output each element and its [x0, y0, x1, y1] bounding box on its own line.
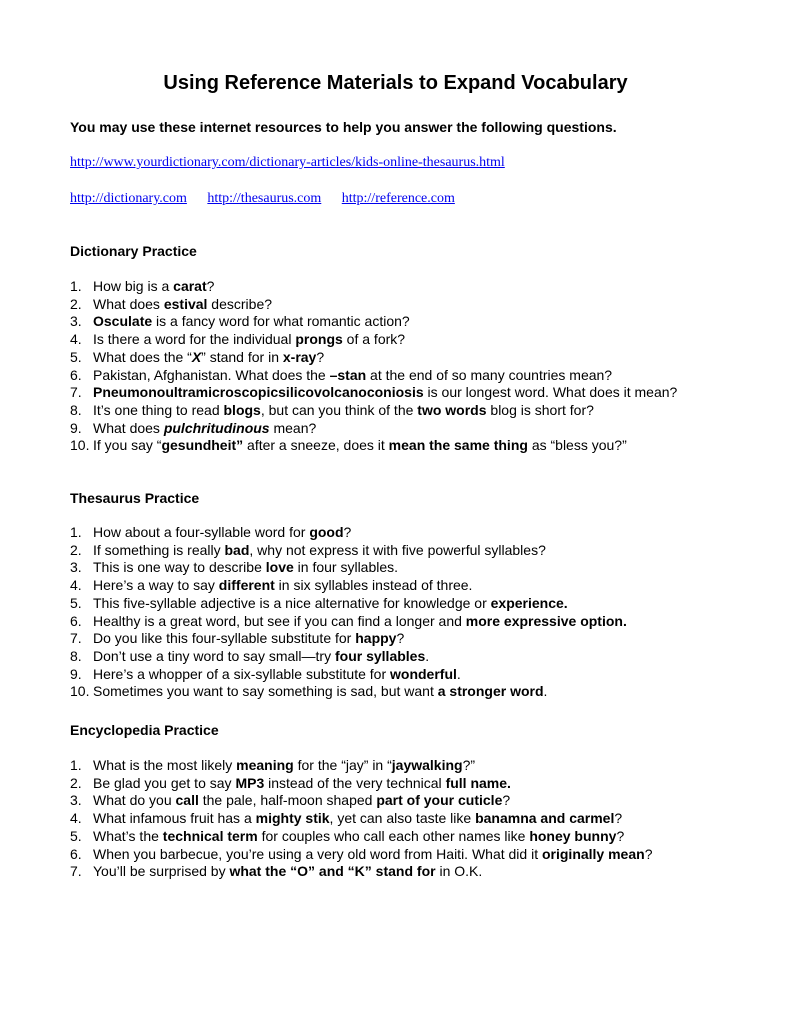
question-keyword: full name.: [445, 774, 511, 791]
question-keyword: two words: [417, 401, 487, 418]
question-keyword: MP3: [235, 774, 265, 791]
question-text: [93, 630, 730, 648]
question-text-run: instead of the very technical: [264, 774, 446, 791]
question-number: 1.: [70, 524, 82, 540]
question-text: [93, 278, 730, 296]
question-item: [70, 577, 730, 595]
question-item: [70, 828, 730, 846]
question-keyword: x-ray: [282, 348, 317, 365]
question-text-run: describe?: [207, 295, 273, 312]
question-keyword: meaning: [236, 757, 294, 773]
question-text-run: It’s one thing to read: [93, 401, 224, 418]
question-keyword: –stan: [329, 366, 367, 383]
question-item: [70, 559, 730, 577]
question-text-run: , why not express it with five powerful syllables?: [249, 541, 546, 558]
question-text: [93, 863, 730, 881]
question-text: [93, 775, 730, 793]
question-text: [93, 331, 730, 349]
question-number: 4.: [70, 810, 82, 827]
question-item: [70, 810, 730, 828]
question-text-run: What’s the: [93, 827, 163, 844]
question-text-run: ?: [502, 792, 511, 809]
question-item: [70, 349, 730, 367]
thesaurus-section-title: Thesaurus Practice: [70, 490, 200, 506]
question-text-run: How about a four-syllable word for: [93, 524, 310, 540]
question-item: [70, 402, 730, 420]
question-text: [93, 846, 730, 864]
question-text-run: What does the “: [93, 348, 192, 365]
question-text-run: What does: [93, 295, 164, 312]
question-text: [93, 559, 730, 577]
question-text-run: Don’t use a tiny word to say small—try: [93, 647, 335, 664]
thesaurus-article-link[interactable]: http://www.yourdictionary.com/dictionary-articles/kids-online-thesaurus.html: [70, 155, 505, 170]
question-text-run: How big is a: [93, 278, 174, 294]
question-number: 2.: [70, 541, 82, 558]
question-number: 9.: [70, 665, 82, 682]
question-text: [93, 613, 730, 631]
question-number: 7.: [70, 863, 82, 880]
question-number: 6.: [70, 845, 82, 862]
question-text: [93, 828, 730, 846]
question-text: [93, 367, 730, 385]
question-text: [93, 420, 730, 438]
resource-links-row-2: [70, 189, 471, 208]
question-item: [70, 542, 730, 560]
question-text: [93, 595, 730, 613]
question-item: [70, 437, 730, 455]
question-number: 5.: [70, 594, 82, 611]
reference-link[interactable]: http://reference.com: [341, 191, 455, 206]
question-text-run: of a fork?: [342, 331, 406, 348]
question-keyword: good: [309, 524, 344, 540]
question-text: [93, 542, 730, 560]
question-text: [93, 810, 730, 828]
question-keyword: wonderful: [390, 665, 457, 682]
question-keyword: experience.: [490, 594, 568, 611]
question-keyword: more expressive option.: [465, 612, 627, 629]
encyclopedia-section-title: Encyclopedia Practice: [70, 722, 219, 738]
question-keyword: mighty stik: [255, 810, 330, 827]
thesaurus-question-list: [70, 524, 730, 701]
question-text-run: is our longest word. What does it mean?: [423, 384, 678, 401]
question-text-run: You’ll be surprised by: [93, 863, 230, 880]
question-number: 1.: [70, 278, 82, 294]
question-text-run: This five-syllable adjective is a nice alternative for knowledge or: [93, 594, 491, 611]
question-keyword: honey bunny: [529, 827, 617, 844]
question-text: [93, 313, 730, 331]
question-keyword: pulchritudinous: [163, 419, 270, 436]
thesaurus-link[interactable]: http://thesaurus.com: [207, 191, 322, 206]
question-text: [93, 577, 730, 595]
question-text-run: If you say “: [93, 437, 162, 454]
question-text-run: ?: [616, 827, 625, 844]
question-number: 6.: [70, 612, 82, 629]
question-text-run: Sometimes you want to say something is sad, but want: [93, 683, 438, 700]
question-text-run: ?: [343, 524, 352, 540]
question-item: [70, 683, 730, 701]
question-text-run: .: [543, 683, 548, 700]
question-keyword: jaywalking: [391, 757, 463, 773]
question-text-run: ?: [644, 845, 653, 862]
question-text-run: in six syllables instead of three.: [274, 577, 473, 594]
dictionary-section-title: Dictionary Practice: [70, 243, 197, 259]
question-keyword: originally mean: [541, 845, 645, 862]
question-text: [93, 792, 730, 810]
question-item: [70, 775, 730, 793]
question-item: [70, 648, 730, 666]
intro-text: You may use these internet resources to help you answer the following questions.: [70, 119, 617, 135]
question-item: [70, 420, 730, 438]
question-text-run: for the “jay” in “: [293, 757, 392, 773]
question-text-run: Here’s a way to say: [93, 577, 219, 594]
question-keyword: four syllables: [334, 647, 426, 664]
question-number: 10.: [70, 683, 90, 700]
question-number: 6.: [70, 366, 82, 383]
question-number: 4.: [70, 331, 82, 348]
question-text-run: mean?: [269, 419, 317, 436]
question-text-run: .: [456, 665, 461, 682]
question-text: [93, 402, 730, 420]
resource-links-row-1: [70, 153, 505, 172]
question-text: [93, 437, 730, 455]
question-text-run: the pale, half-moon shaped: [198, 792, 377, 809]
question-keyword: call: [175, 792, 199, 809]
encyclopedia-question-list: [70, 757, 730, 881]
question-text: [93, 757, 730, 775]
question-text-run: Do you like this four-syllable substitute for: [93, 630, 356, 647]
question-keyword: X: [191, 348, 202, 365]
question-keyword: part of your cuticle: [376, 792, 503, 809]
question-text: [93, 349, 730, 367]
question-text-run: Be glad you get to say: [93, 774, 236, 791]
question-number: 8.: [70, 401, 82, 418]
question-text-run: Pakistan, Afghanistan. What does the: [93, 366, 330, 383]
question-number: 2.: [70, 774, 82, 791]
question-number: 9.: [70, 419, 82, 436]
dictionary-question-list: [70, 278, 730, 455]
question-text: [93, 683, 730, 701]
question-text-run: , yet can also taste like: [329, 810, 476, 827]
question-item: [70, 384, 730, 402]
question-text-run: in four syllables.: [293, 559, 399, 576]
question-keyword: gesundheit”: [161, 437, 244, 454]
question-text-run: What infamous fruit has a: [93, 810, 256, 827]
question-item: [70, 846, 730, 864]
question-number: 10.: [70, 437, 90, 454]
question-text-run: When you barbecue, you’re using a very old word from Haiti. What did it: [93, 845, 542, 862]
question-keyword: technical term: [162, 827, 258, 844]
page-title: Using Reference Materials to Expand Vocabulary: [163, 72, 628, 94]
question-number: 8.: [70, 647, 82, 664]
question-keyword: a stronger word: [437, 683, 544, 700]
question-item: [70, 367, 730, 385]
question-text-run: Is there a word for the individual: [93, 331, 296, 348]
question-keyword: bad: [224, 541, 250, 558]
question-text-run: as “bless you?”: [527, 437, 627, 454]
question-number: 5.: [70, 827, 82, 844]
question-number: 7.: [70, 384, 82, 401]
question-text-run: What do you: [93, 792, 176, 809]
question-text: [93, 524, 730, 542]
question-number: 3.: [70, 792, 82, 809]
question-text-run: in O.K.: [435, 863, 483, 880]
question-item: [70, 666, 730, 684]
question-item: [70, 613, 730, 631]
question-text: [93, 296, 730, 314]
question-number: 3.: [70, 313, 82, 330]
question-text-run: ?: [316, 348, 325, 365]
question-text-run: ?: [206, 278, 215, 294]
question-item: [70, 524, 730, 542]
question-text-run: What is the most likely: [93, 757, 237, 773]
question-keyword: different: [218, 577, 275, 594]
question-number: 2.: [70, 295, 82, 312]
question-keyword: blogs: [223, 401, 261, 418]
question-number: 4.: [70, 577, 82, 594]
question-text-run: after a sneeze, does it: [243, 437, 389, 454]
question-keyword: happy: [355, 630, 397, 647]
question-item: [70, 792, 730, 810]
question-keyword: banamna and carmel: [475, 810, 615, 827]
question-text-run: blog is short for?: [486, 401, 594, 418]
question-keyword: mean the same thing: [388, 437, 528, 454]
question-text-run: ?: [614, 810, 623, 827]
question-item: [70, 863, 730, 881]
question-item: [70, 278, 730, 296]
question-keyword: Pneumonoultramicroscopicsilicovolcanoconiosis: [93, 384, 424, 401]
question-text-run: for couples who call each other names like: [257, 827, 530, 844]
question-text-run: at the end of so many countries mean?: [366, 366, 613, 383]
question-keyword: Osculate: [93, 313, 153, 330]
question-item: [70, 296, 730, 314]
question-item: [70, 313, 730, 331]
question-text-run: If something is really: [93, 541, 225, 558]
question-text: [93, 384, 730, 402]
question-text-run: Healthy is a great word, but see if you can find a longer and: [93, 612, 466, 629]
question-keyword: what the “O” and “K” stand for: [229, 863, 436, 880]
question-number: 3.: [70, 559, 82, 576]
question-number: 7.: [70, 630, 82, 647]
question-keyword: love: [265, 559, 294, 576]
question-keyword: estival: [163, 295, 208, 312]
question-text-run: .: [425, 647, 430, 664]
question-item: [70, 757, 730, 775]
question-item: [70, 595, 730, 613]
question-keyword: prongs: [295, 331, 343, 348]
question-text-run: Here’s a whopper of a six-syllable substitute for: [93, 665, 390, 682]
question-number: 5.: [70, 348, 82, 365]
question-text-run: is a fancy word for what romantic action?: [152, 313, 410, 330]
question-item: [70, 331, 730, 349]
question-text-run: ” stand for in: [201, 348, 283, 365]
question-item: [70, 630, 730, 648]
question-text-run: This is one way to describe: [93, 559, 266, 576]
question-text-run: What does: [93, 419, 164, 436]
question-text-run: , but can you think of the: [260, 401, 418, 418]
question-keyword: carat: [173, 278, 207, 294]
dictionary-link[interactable]: http://dictionary.com: [70, 191, 187, 206]
question-text: [93, 666, 730, 684]
question-text-run: ?: [396, 630, 405, 647]
question-text: [93, 648, 730, 666]
question-number: 1.: [70, 757, 82, 773]
question-text-run: ?”: [462, 757, 476, 773]
